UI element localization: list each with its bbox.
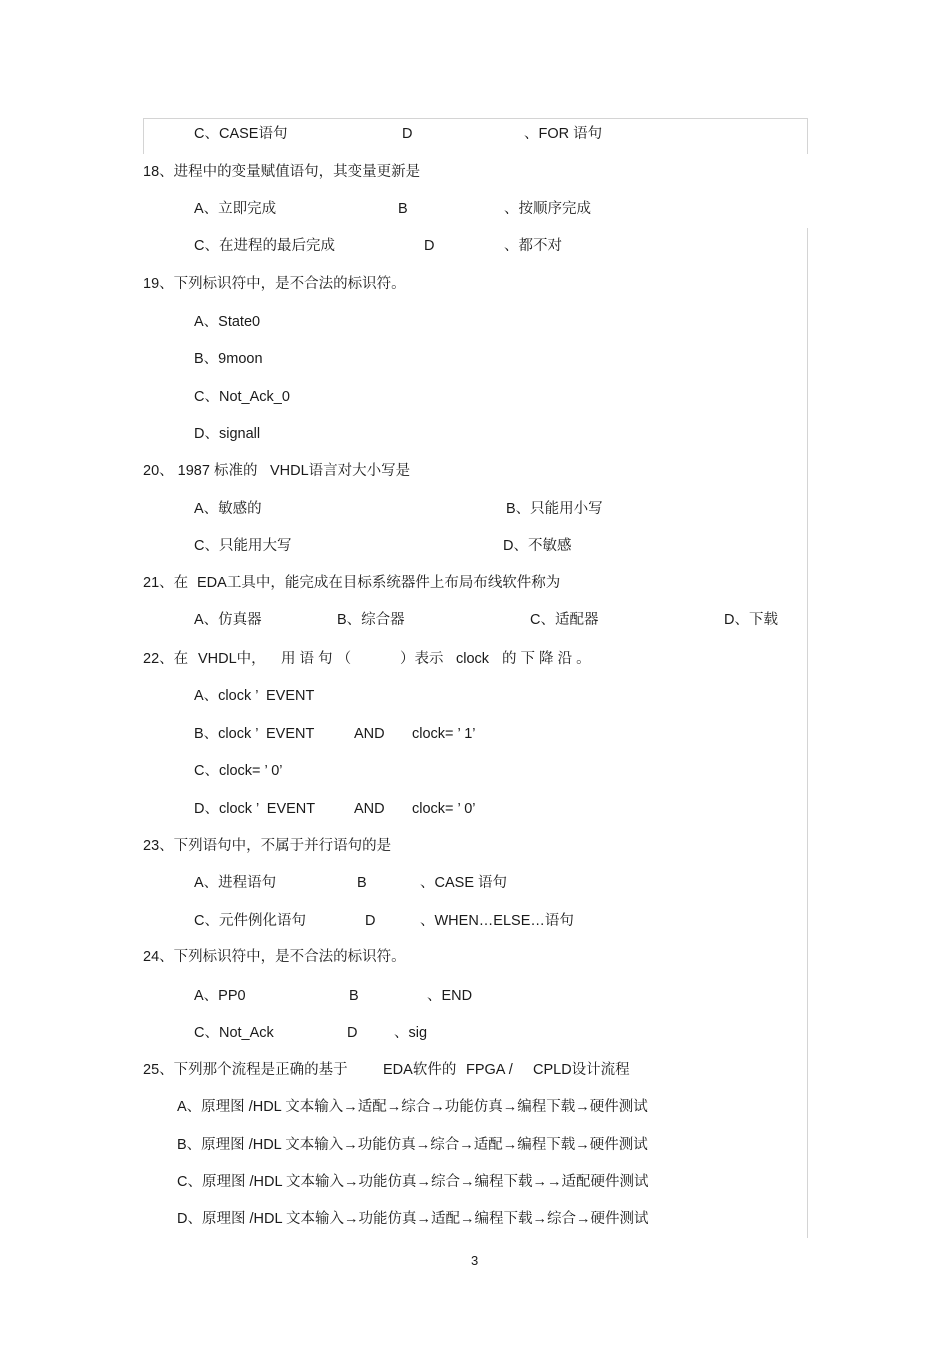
q18-stem: 18、进程中的变量赋值语句，其变量更新是: [143, 164, 421, 180]
q24-option-c: C、Not_Ack: [194, 1025, 274, 1041]
q18-option-d-text: 、都不对: [504, 238, 562, 254]
q23-option-a: A、进程语句: [194, 875, 277, 891]
q23-option-c: C、元件例化语句: [194, 913, 306, 929]
q20-option-b: B、只能用小写: [506, 501, 603, 517]
q21-option-d: D、下载: [724, 612, 778, 628]
q22-option-d-part3: clock= ’ 0’: [412, 801, 476, 817]
q19-option-c: C、Not_Ack_0: [194, 389, 290, 405]
q22-stem-part4: ）表示: [400, 651, 444, 667]
q22-stem-part3: 用 语 句 （: [281, 651, 352, 667]
q17-option-d-text: 、FOR 语句: [524, 126, 603, 142]
q18-option-c: C、在进程的最后完成: [194, 238, 335, 254]
right-border-line-lower: [807, 228, 808, 1238]
right-border-line: [807, 118, 808, 154]
q24-option-b-letter: B: [349, 988, 359, 1004]
q25-option-b: B、原理图 /HDL 文本输入→功能仿真→综合→适配→编程下载→硬件测试: [177, 1137, 648, 1153]
q24-option-a: A、PP0: [194, 988, 246, 1004]
q22-option-b-part3: clock= ’ 1’: [412, 726, 476, 742]
q25-option-a: A、原理图 /HDL 文本输入→适配→综合→功能仿真→编程下载→硬件测试: [177, 1099, 648, 1115]
q21-option-c: C、适配器: [530, 612, 599, 628]
q22-option-c: C、clock= ’ 0’: [194, 763, 283, 779]
q22-option-a: A、clock ’ EVENT: [194, 688, 315, 704]
q25-stem-part3: FPGA /: [466, 1062, 513, 1078]
q20-option-d: D、不敏感: [503, 538, 572, 554]
q25-stem-part4: CPLD设计流程: [533, 1062, 630, 1078]
q22-option-b-part1: B、clock ’ EVENT: [194, 726, 315, 742]
q24-option-d-text: 、sig: [394, 1025, 428, 1041]
q23-stem: 23、下列语句中，不属于并行语句的是: [143, 838, 392, 854]
q20-option-c: C、只能用大写: [194, 538, 292, 554]
q23-option-b-text: 、CASE 语句: [420, 875, 508, 891]
q18-option-a: A、立即完成: [194, 201, 277, 217]
q18-option-b-letter: B: [398, 201, 408, 217]
top-border-line: [143, 118, 808, 119]
page-number: 3: [471, 1253, 479, 1268]
q17-option-c: C、CASE语句: [194, 126, 288, 142]
q22-stem-part2: VHDL中，: [198, 651, 266, 667]
q20-stem-part1: 20、 1987 标准的: [143, 463, 258, 479]
q21-stem-part1: 21、在: [143, 575, 189, 591]
q20-stem-part2: VHDL语言对大小写是: [270, 463, 411, 479]
q23-option-b-letter: B: [357, 875, 367, 891]
q25-option-c: C、原理图 /HDL 文本输入→功能仿真→综合→编程下载→→适配硬件测试: [177, 1174, 649, 1190]
q19-option-d: D、signall: [194, 426, 261, 442]
q24-stem: 24、下列标识符中，是不合法的标识符。: [143, 949, 406, 965]
q18-option-b-text: 、按顺序完成: [504, 201, 591, 217]
q24-option-b-text: 、END: [427, 988, 473, 1004]
q22-stem-part6: 的 下 降 沿 。: [502, 651, 591, 667]
q25-option-d: D、原理图 /HDL 文本输入→功能仿真→适配→编程下载→综合→硬件测试: [177, 1211, 649, 1227]
q19-stem: 19、下列标识符中，是不合法的标识符。: [143, 276, 406, 292]
left-border-line: [143, 118, 144, 154]
q21-option-b: B、综合器: [337, 612, 405, 628]
q22-stem-part5: clock: [456, 651, 490, 667]
q25-stem-part2: EDA软件的: [383, 1062, 457, 1078]
q21-option-a: A、仿真器: [194, 612, 262, 628]
q22-option-b-part2: AND: [354, 726, 385, 742]
q19-option-a: A、State0: [194, 314, 261, 330]
q22-stem-part1: 22、在: [143, 651, 189, 667]
q25-stem-part1: 25、下列那个流程是正确的基于: [143, 1062, 348, 1078]
q18-option-d-letter: D: [424, 238, 435, 254]
q23-option-d-text: 、WHEN…ELSE…语句: [420, 913, 574, 929]
q19-option-b: B、9moon: [194, 351, 263, 367]
q22-option-d-part1: D、clock ’ EVENT: [194, 801, 316, 817]
q22-option-d-part2: AND: [354, 801, 385, 817]
q23-option-d-letter: D: [365, 913, 376, 929]
q24-option-d-letter: D: [347, 1025, 358, 1041]
q17-option-d-letter: D: [402, 126, 413, 142]
q21-stem-part2: EDA工具中，能完成在目标系统器件上布局布线软件称为: [197, 575, 561, 591]
q20-option-a: A、敏感的: [194, 501, 262, 517]
